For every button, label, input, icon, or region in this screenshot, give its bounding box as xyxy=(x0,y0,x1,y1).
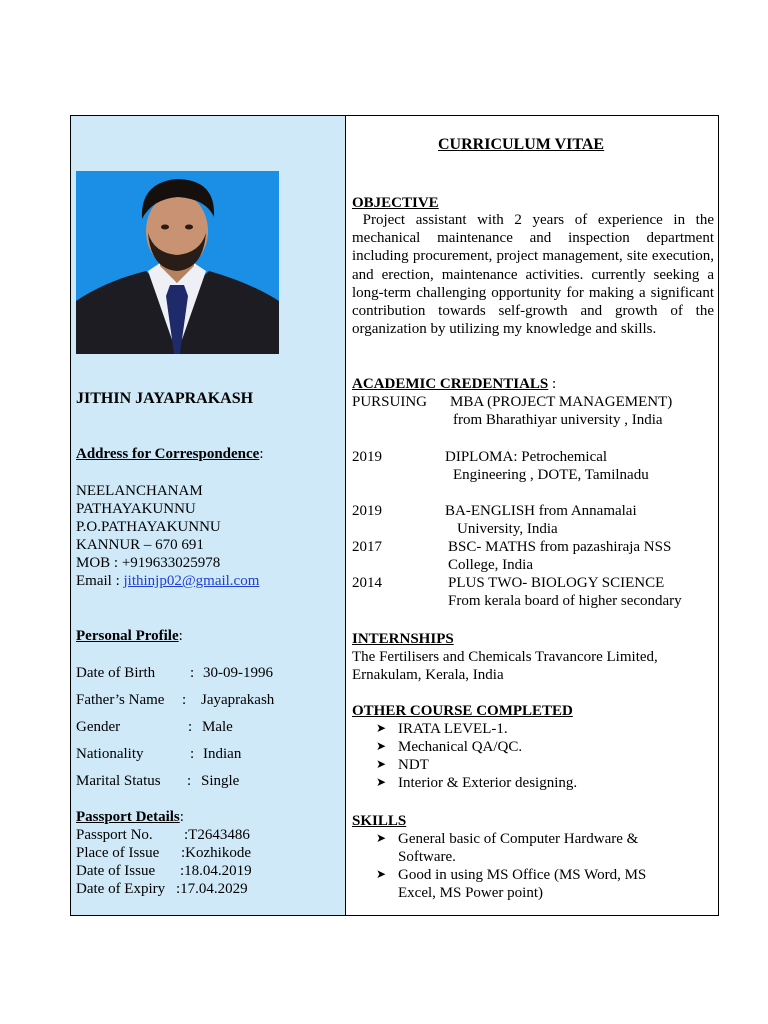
passport-label: Date of Expiry xyxy=(76,881,166,897)
profile-label: Gender xyxy=(76,719,121,735)
internship-line: Ernakulam, Kerala, India xyxy=(352,667,504,683)
course-item: NDT xyxy=(398,757,429,773)
academic-heading-colon: : xyxy=(548,376,557,392)
objective-heading: OBJECTIVE xyxy=(352,195,439,211)
academic-year: 2019 xyxy=(352,449,382,465)
academic-entry-detail: Engineering , DOTE, Tamilnadu xyxy=(453,467,649,483)
email-link[interactable]: jithinjp02@gmail.com xyxy=(123,573,260,589)
passport-number-value: :T2643486 xyxy=(184,827,250,843)
address-line: KANNUR – 670 691 xyxy=(76,537,204,553)
academic-year: 2017 xyxy=(352,539,382,555)
bullet-arrow-icon: ➤ xyxy=(376,721,387,735)
academic-entry-detail: University, India xyxy=(457,521,558,537)
academic-year: 2019 xyxy=(352,503,382,519)
course-item: Mechanical QA/QC. xyxy=(398,739,523,755)
candidate-name: JITHIN JAYAPRAKASH xyxy=(76,390,254,407)
document-title: CURRICULUM VITAE xyxy=(438,136,605,153)
address-line: PATHAYAKUNNU xyxy=(76,501,196,517)
academic-entry-detail: From kerala board of higher secondary xyxy=(448,593,682,609)
email-label: Email : xyxy=(76,573,124,589)
bullet-arrow-icon: ➤ xyxy=(376,757,387,771)
profile-label: Marital Status xyxy=(76,773,161,789)
skill-item: Good in using MS Office (MS Word, MS xyxy=(398,867,647,883)
objective-text: Project assistant with 2 years of experience in the mechanical maintenance and inspection department including procurement, project management, site execution, and erection, maintenance activities. currently seeking a long-term challenging opportunity for making a significant contribution towards self-growth and growth of the organization by utilizing my knowledge and skills. xyxy=(352,212,714,338)
courses-heading: OTHER COURSE COMPLETED xyxy=(352,703,573,719)
address-heading-colon: : xyxy=(259,446,264,462)
internships-heading: INTERNSHIPS xyxy=(352,631,454,647)
profile-separator: : xyxy=(188,719,193,735)
fathers-name-value: Jayaprakash xyxy=(201,692,275,708)
email-row xyxy=(76,572,259,590)
bullet-arrow-icon: ➤ xyxy=(376,739,387,753)
gender-value: Male xyxy=(202,719,233,735)
left-column xyxy=(71,116,346,915)
profile-label: Father’s Name xyxy=(76,692,165,708)
academic-heading: ACADEMIC CREDENTIALS xyxy=(352,376,549,392)
profile-heading-row xyxy=(76,627,183,645)
mobile-number: MOB : +919633025978 xyxy=(76,555,221,571)
address-line: NEELANCHANAM xyxy=(76,483,203,499)
date-of-issue-value: :18.04.2019 xyxy=(180,863,252,879)
internship-line: The Fertilisers and Chemicals Travancore Limited, xyxy=(352,649,658,665)
passport-heading-colon: : xyxy=(179,809,184,825)
academic-heading-row xyxy=(352,375,556,393)
cv-table xyxy=(70,115,719,916)
academic-entry-detail: College, India xyxy=(448,557,533,573)
passport-heading: Passport Details xyxy=(76,809,180,825)
profile-separator: : xyxy=(182,692,187,708)
address-heading: Address for Correspondence xyxy=(76,446,260,462)
profile-separator: : xyxy=(190,746,195,762)
course-item: IRATA LEVEL-1. xyxy=(398,721,508,737)
bullet-arrow-icon: ➤ xyxy=(376,775,387,789)
academic-entry: BSC- MATHS from pazashiraja NSS xyxy=(448,539,672,555)
nationality-value: Indian xyxy=(203,746,242,762)
passport-label: Passport No. xyxy=(76,827,153,843)
academic-entry-detail: from Bharathiyar university , India xyxy=(453,412,663,428)
date-of-birth-value: 30-09-1996 xyxy=(203,665,273,681)
skills-heading: SKILLS xyxy=(352,813,407,829)
course-item: Interior & Exterior designing. xyxy=(398,775,578,791)
personal-profile-heading: Personal Profile xyxy=(76,628,179,644)
skill-item-continued: Excel, MS Power point) xyxy=(398,885,543,901)
academic-entry: MBA (PROJECT MANAGEMENT) xyxy=(450,394,673,410)
address-heading-row xyxy=(76,445,264,463)
right-column xyxy=(346,116,718,915)
address-line: P.O.PATHAYAKUNNU xyxy=(76,519,221,535)
skill-item: General basic of Computer Hardware & xyxy=(398,831,639,847)
academic-entry: PLUS TWO- BIOLOGY SCIENCE xyxy=(448,575,665,591)
academic-year: PURSUING xyxy=(352,394,428,410)
academic-year: 2014 xyxy=(352,575,382,591)
academic-entry: DIPLOMA: Petrochemical xyxy=(445,449,608,465)
profile-separator: : xyxy=(187,773,192,789)
bullet-arrow-icon: ➤ xyxy=(376,831,387,845)
personal-profile-colon: : xyxy=(178,628,183,644)
profile-separator: : xyxy=(190,665,195,681)
academic-entry: BA-ENGLISH from Annamalai xyxy=(445,503,637,519)
profile-photo xyxy=(76,171,279,354)
date-of-expiry-value: :17.04.2029 xyxy=(176,881,248,897)
place-of-issue-value: :Kozhikode xyxy=(181,845,251,861)
bullet-arrow-icon: ➤ xyxy=(376,867,387,881)
profile-label: Nationality xyxy=(76,746,144,762)
profile-label: Date of Birth xyxy=(76,665,156,681)
passport-label: Place of Issue xyxy=(76,845,160,861)
passport-heading-row xyxy=(76,808,184,826)
marital-status-value: Single xyxy=(201,773,240,789)
skill-item-continued: Software. xyxy=(398,849,456,865)
passport-label: Date of Issue xyxy=(76,863,156,879)
